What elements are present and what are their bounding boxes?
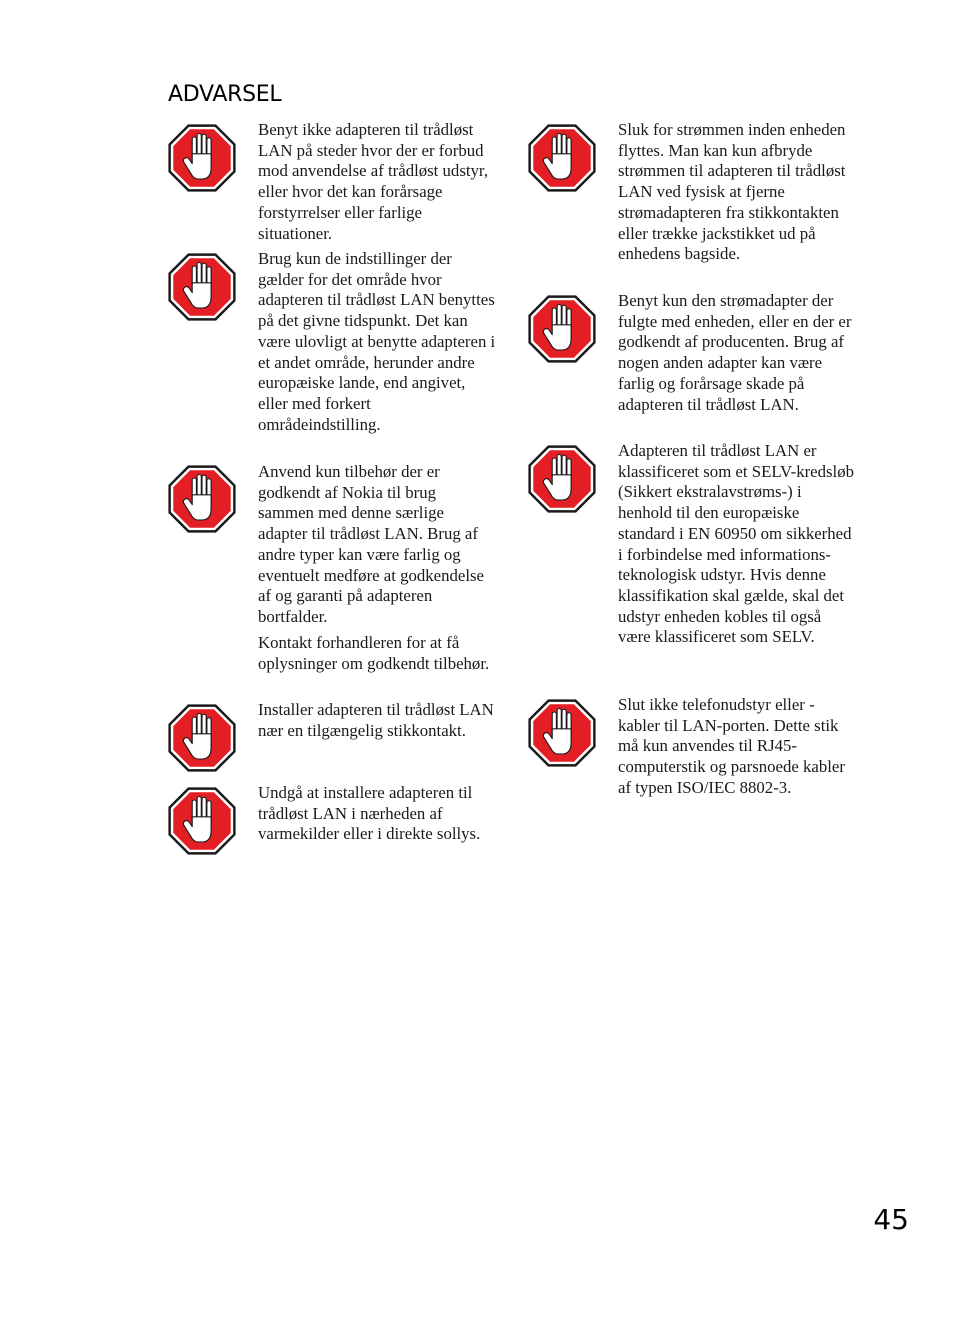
- warning-paragraph: Sluk for strømmen inden enheden flyttes. Man kan kun afbryde strømmen til adapteren til trådløst LAN ved fysisk at fjerne strømadapteren fra stikkontakten eller trække jackstikket ud på enhedens bagside.: [618, 120, 846, 264]
- stop-hand-icon: [527, 698, 597, 768]
- stop-hand-icon: [527, 444, 597, 514]
- warning-paragraph: Installer adapteren til trådløst LAN nær en tilgængelig stikkontakt.: [258, 700, 494, 740]
- warning-paragraph: Slut ikke telefonudstyr eller -kabler til LAN-porten. Dette stik må kun anvendes til RJ45-computerstik og parsnoede kabler af typen ISO/IEC 8802-3.: [618, 695, 845, 797]
- warning-paragraph: Adapteren til trådløst LAN er klassificeret som et SELV-kredsløb (Sikkert ekstralavstrøms-) i henhold til den europæiske standard i EN 60950 om sikkerhed i forbindelse med informations-teknologisk udstyr. Hvis denne klassifikation skal gælde, skal det udstyr enheden kobles til også være klassificeret som SELV.: [618, 441, 854, 647]
- stop-hand-icon: [167, 703, 237, 773]
- stop-hand-icon: [167, 464, 237, 534]
- warning-paragraph: Brug kun de indstillinger der gælder for det område hvor adapteren til trådløst LAN benyttes på det givne tidspunkt. Det kan være ulovligt at benytte adapteren i et andet område, herunder andre europæiske lande, end angivet, eller med forkert områdeindstilling.: [258, 249, 496, 434]
- stop-hand-icon: [167, 786, 237, 856]
- page-number: 45: [873, 1203, 909, 1236]
- stop-hand-icon: [167, 252, 237, 322]
- stop-hand-icon: [167, 123, 237, 193]
- warning-paragraph: Benyt kun den strømadapter der fulgte med enheden, eller en der er godkendt af producenten. Brug af nogen anden adapter kan være farlig og forårsage skade på adapteren til trådløst LAN.: [618, 291, 852, 414]
- warning-paragraph: Anvend kun tilbehør der er godkendt af Nokia til brug sammen med denne særlige adapter til trådløst LAN. Brug af andre typer kan være farlig og eventuelt medføre at godkendelse af og garanti på adapteren bortfalder.: [258, 462, 484, 626]
- stop-hand-icon: [527, 123, 597, 193]
- page-heading: ADVARSEL: [168, 82, 282, 107]
- warning-paragraph: Undgå at installere adapteren til trådløst LAN i nærheden af varmekilder eller i direkte sollys.: [258, 783, 481, 844]
- stop-hand-icon: [527, 294, 597, 364]
- warning-paragraph: Benyt ikke adapteren til trådløst LAN på steder hvor der er forbud mod anvendelse af trådløst udstyr, eller hvor det kan forårsage forstyrrelser eller farlige situationer.: [258, 120, 489, 243]
- info-paragraph: Kontakt forhandleren for at få oplysninger om godkendt tilbehør.: [258, 633, 490, 673]
